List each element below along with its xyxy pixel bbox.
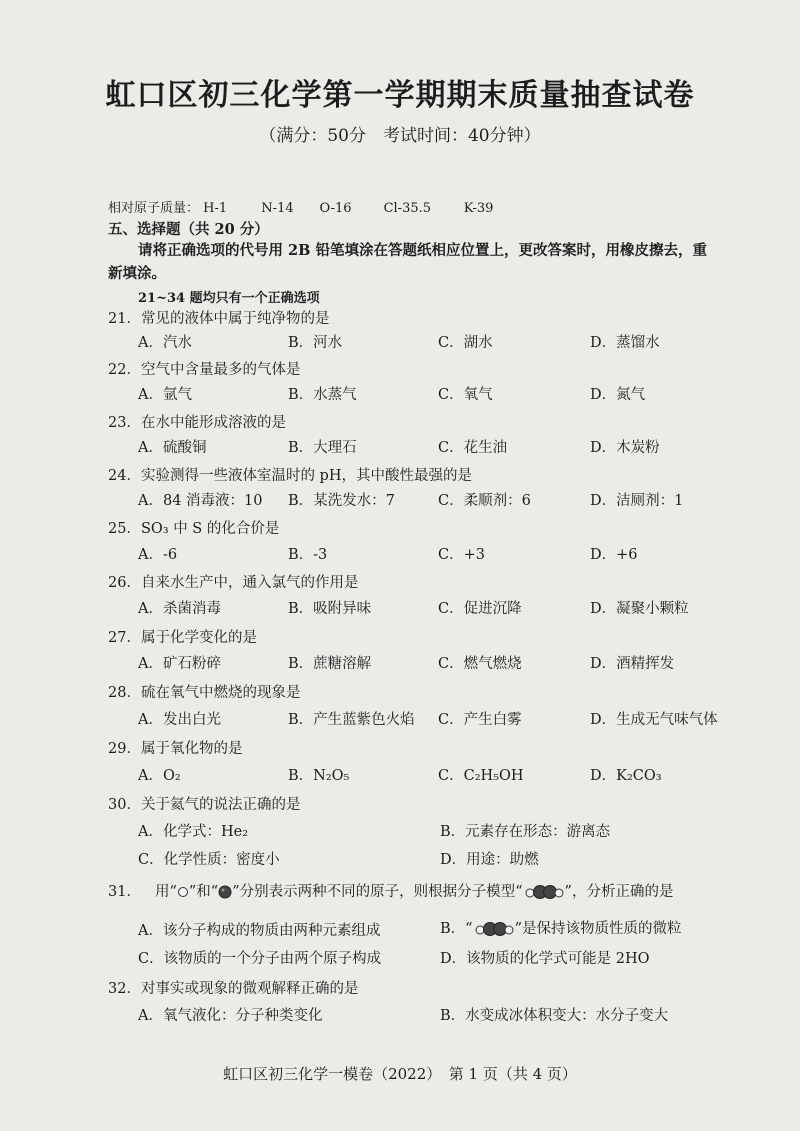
option-c: C．湖水 xyxy=(438,335,493,351)
option-b: B．河水 xyxy=(288,335,343,351)
question-text: 实验测得一些液体室温时的 pH，其中酸性最强的是 xyxy=(140,468,472,484)
option-c: C．化学性质：密度小 xyxy=(138,852,280,868)
question-text: 属于氧化物的是 xyxy=(140,741,243,757)
question-21 xyxy=(108,307,329,328)
section-instruction-line2: 新填涂。 xyxy=(108,265,166,282)
option-a: A．氩气 xyxy=(138,387,192,403)
option-b: B．蔗糖溶解 xyxy=(288,656,372,672)
option-b: B．吸附异味 xyxy=(288,601,372,617)
question-text: 关于氦气的说法正确的是 xyxy=(140,797,301,813)
option-d: D．蒸馏水 xyxy=(590,335,660,351)
question-text-part: 用“ xyxy=(154,884,177,900)
atomic-mass-item: N-14 xyxy=(261,201,294,216)
question-text: 硫在氧气中燃烧的现象是 xyxy=(140,685,301,701)
question-text-part: ”和“ xyxy=(188,884,219,900)
option-a: A．O₂ xyxy=(138,768,181,784)
option-d: D．生成无气味气体 xyxy=(590,712,718,728)
question-text-part: ”分别表示两种不同的原子，则根据分子模型“ xyxy=(232,884,523,900)
question-text: 常见的液体中属于纯净物的是 xyxy=(140,311,330,327)
option-b-row xyxy=(440,917,682,938)
option-a: A．汽水 xyxy=(138,335,192,351)
question-number: 27． xyxy=(108,630,141,646)
question-number: 24． xyxy=(108,468,141,484)
section-sub-heading: 21~34 题均只有一个正确选项 xyxy=(138,291,320,306)
question-number: 29． xyxy=(108,741,141,757)
option-b: B．某洗发水：7 xyxy=(288,493,395,509)
option-d: D．用途：助燃 xyxy=(440,852,539,868)
atomic-mass-item: K-39 xyxy=(463,201,494,216)
question-text: 自来水生产中，通入氯气的作用是 xyxy=(140,575,359,591)
option-c: C．柔顺剂：6 xyxy=(438,493,531,509)
option-d: D．洁厕剂：1 xyxy=(590,493,684,509)
atomic-masses-label: 相对原子质量： xyxy=(108,201,200,216)
option-a: A．矿石粉碎 xyxy=(138,656,221,672)
question-text: 对事实或现象的微观解释正确的是 xyxy=(140,981,359,997)
atomic-mass-item: Cl-35.5 xyxy=(383,201,432,216)
option-a: A．氧气液化：分子种类变化 xyxy=(138,1008,323,1024)
option-d: D．该物质的化学式可能是 2HO xyxy=(440,951,650,967)
option-d: D．氮气 xyxy=(590,387,646,403)
option-d: D．木炭粉 xyxy=(590,440,660,456)
option-a: A．该分子构成的物质由两种元素组成 xyxy=(138,923,381,939)
option-a: A．84 消毒液：10 xyxy=(138,493,263,509)
option-b: B．元素存在形态：游离态 xyxy=(440,824,611,840)
option-b-tail: ”是保持该物质性质的微粒 xyxy=(514,921,682,937)
option-b: B．N₂O₅ xyxy=(288,768,350,784)
question-number: 31． xyxy=(108,884,141,900)
question-23 xyxy=(108,411,286,432)
option-c: C．氧气 xyxy=(438,387,493,403)
question-30 xyxy=(108,793,300,814)
option-a: A．化学式：He₂ xyxy=(138,824,249,840)
question-25 xyxy=(108,517,279,538)
option-c: C．+3 xyxy=(438,547,485,563)
option-d: D．凝聚小颗粒 xyxy=(590,601,689,617)
option-c: C．C₂H₅OH xyxy=(438,768,524,784)
option-b: B．-3 xyxy=(288,547,328,563)
option-c: C．花生油 xyxy=(438,440,508,456)
question-number: 30． xyxy=(108,797,141,813)
question-number: 28． xyxy=(108,685,141,701)
question-28 xyxy=(108,681,300,702)
section-instruction-line1: 请将正确选项的代号用 2B 铅笔填涂在答题纸相应位置上，更改答案时，用橡皮擦去，重 xyxy=(138,242,707,259)
question-text: 属于化学变化的是 xyxy=(140,630,257,646)
question-number: 21． xyxy=(108,311,141,327)
question-text: SO₃ 中 S 的化合价是 xyxy=(140,521,280,537)
page-footer: 虹口区初三化学一模卷（2022） 第 1 页（共 4 页） xyxy=(223,1065,577,1083)
atomic-mass-item: H-1 xyxy=(203,201,228,216)
question-31 xyxy=(108,880,673,901)
question-number: 26． xyxy=(108,575,141,591)
question-32 xyxy=(108,977,358,998)
option-c: C．燃气燃烧 xyxy=(438,656,522,672)
atomic-masses xyxy=(108,197,493,216)
question-22 xyxy=(108,358,300,379)
option-a: A．发出白光 xyxy=(138,712,221,728)
option-d: D．+6 xyxy=(590,547,638,563)
section-heading: 五、选择题（共 20 分） xyxy=(108,221,269,238)
option-b: B．水变成冰体积变大：水分子变大 xyxy=(440,1008,669,1024)
option-c: C．该物质的一个分子由两个原子构成 xyxy=(138,951,382,967)
option-c: C．产生白雾 xyxy=(438,712,522,728)
option-d: D．K₂CO₃ xyxy=(590,768,662,784)
question-text: 在水中能形成溶液的是 xyxy=(140,415,286,431)
question-number: 23． xyxy=(108,415,141,431)
question-text: 空气中含量最多的气体是 xyxy=(140,362,301,378)
question-27 xyxy=(108,626,257,647)
option-a: A．-6 xyxy=(138,547,178,563)
option-a: A．硫酸铜 xyxy=(138,440,207,456)
option-b: B．“ xyxy=(440,921,473,937)
question-text-part: ”，分析正确的是 xyxy=(564,884,674,900)
option-b: B．水蒸气 xyxy=(288,387,357,403)
question-number: 22． xyxy=(108,362,141,378)
option-d: D．酒精挥发 xyxy=(590,656,675,672)
small-atom-icon xyxy=(177,886,189,898)
question-24 xyxy=(108,464,472,485)
question-number: 32． xyxy=(108,981,141,997)
page-subtitle: （满分：50分 考试时间：40分钟） xyxy=(259,126,541,146)
question-number: 25． xyxy=(108,521,141,537)
question-29 xyxy=(108,737,242,758)
question-26 xyxy=(108,571,358,592)
atomic-mass-item: O-16 xyxy=(319,201,352,216)
page-title: 虹口区初三化学第一学期期末质量抽查试卷 xyxy=(105,78,695,113)
option-c: C．促进沉降 xyxy=(438,601,522,617)
large-atom-icon xyxy=(218,885,232,899)
option-b: B．产生蓝紫色火焰 xyxy=(288,712,415,728)
molecule-model-icon xyxy=(473,921,515,937)
option-b: B．大理石 xyxy=(288,440,357,456)
molecule-model-icon xyxy=(523,884,565,900)
option-a: A．杀菌消毒 xyxy=(138,601,221,617)
